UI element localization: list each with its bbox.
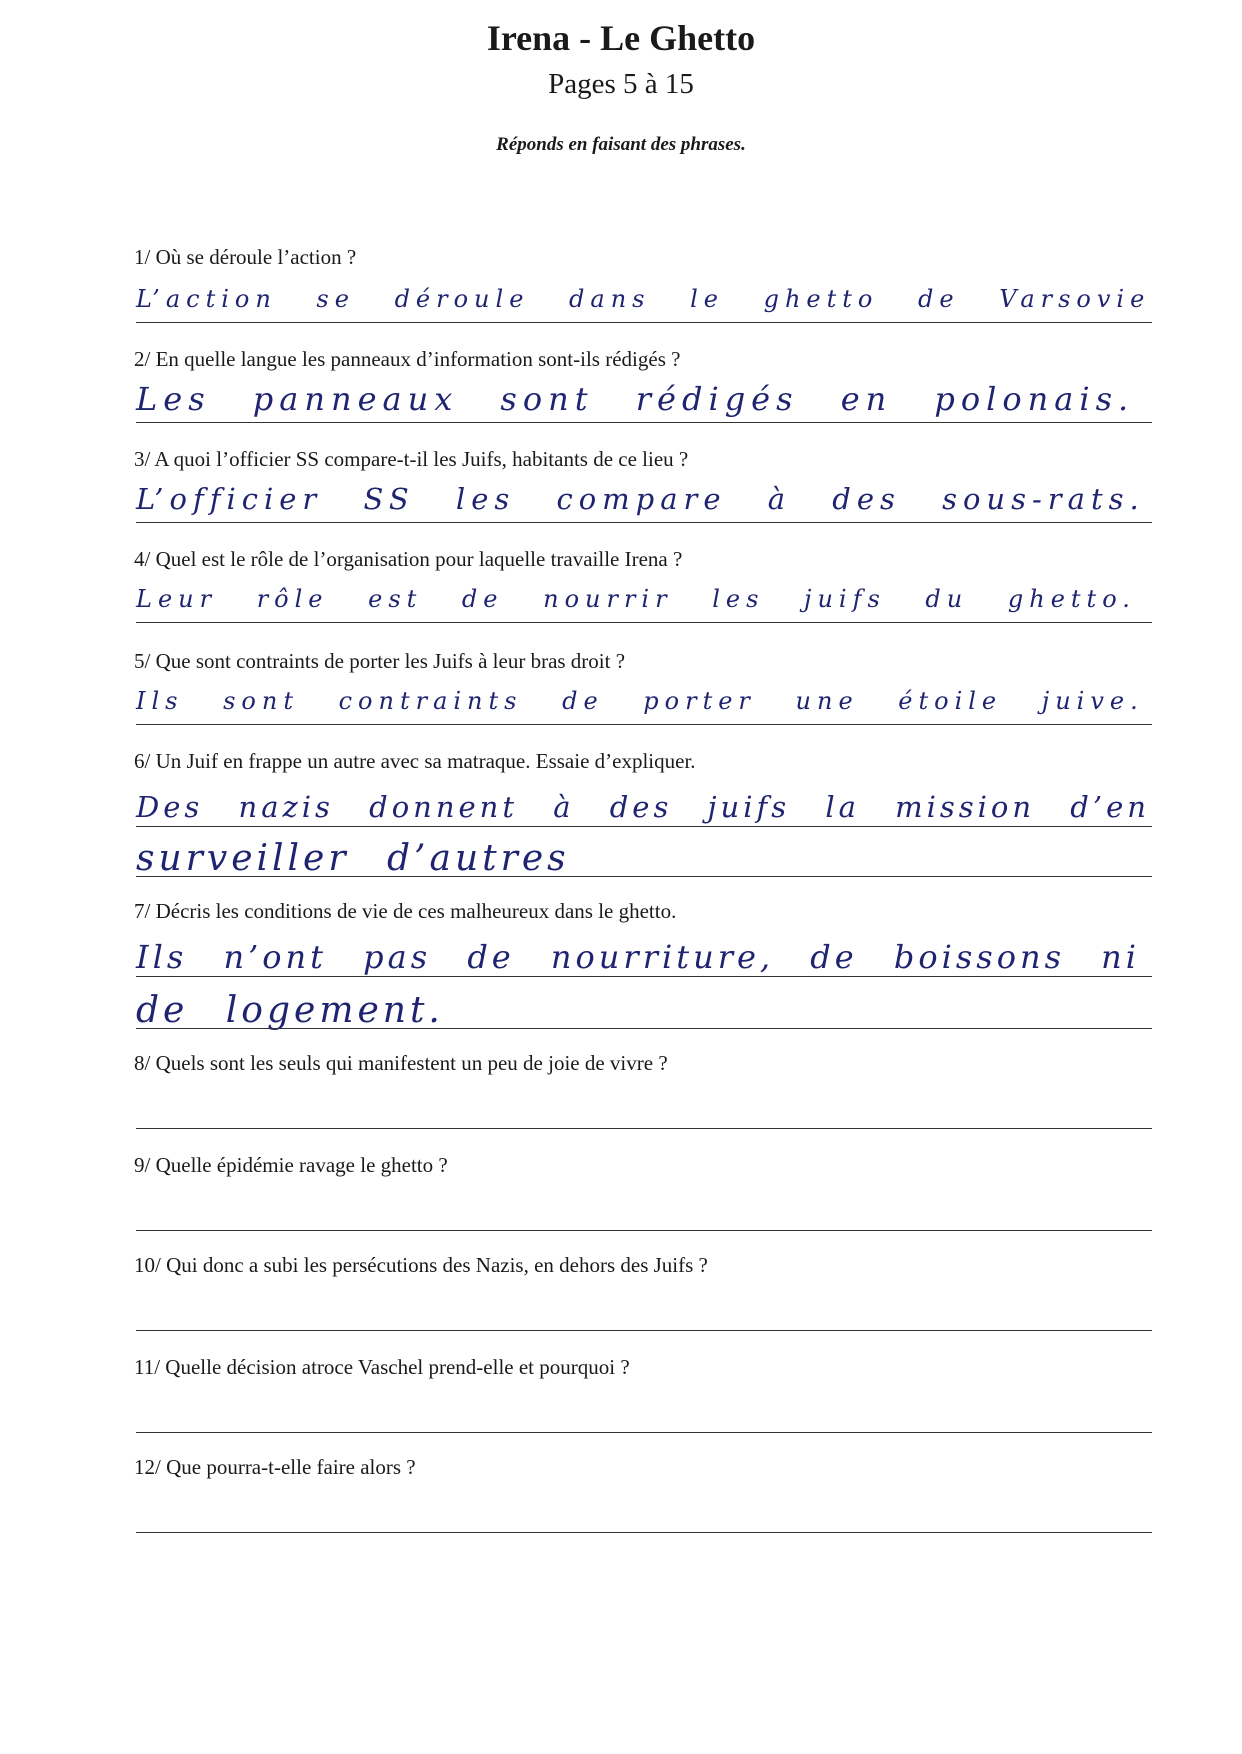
question-4: 4/ Quel est le rôle de l’organisation pour laquelle travaille Irena ? bbox=[134, 547, 683, 571]
answer-1-line-1: L’action se déroule dans le ghetto de Varsovie bbox=[136, 285, 1151, 313]
answer-line-11 bbox=[136, 1432, 1152, 1433]
answer-line-6a bbox=[136, 826, 1152, 827]
answer-5-line-1: Ils sont contraints de porter une étoile juive. bbox=[136, 687, 1144, 715]
answer-line-6b bbox=[136, 876, 1152, 877]
answer-line-4 bbox=[136, 622, 1152, 623]
answer-2-line-1: Les panneaux sont rédigés en polonais. bbox=[136, 380, 1135, 418]
question-12: 12/ Que pourra-t-elle faire alors ? bbox=[134, 1455, 416, 1479]
question-6: 6/ Un Juif en frappe un autre avec sa matraque. Essaie d’expliquer. bbox=[134, 749, 696, 773]
instruction: Réponds en faisant des phrases. bbox=[496, 134, 746, 155]
question-7: 7/ Décris les conditions de vie de ces malheureux dans le ghetto. bbox=[134, 899, 677, 923]
answer-6-line-2: surveiller d’autres bbox=[136, 838, 570, 879]
answer-7-line-2: de logement. bbox=[136, 990, 444, 1031]
answer-line-12 bbox=[136, 1532, 1152, 1533]
question-8: 8/ Quels sont les seuls qui manifestent un peu de joie de vivre ? bbox=[134, 1051, 668, 1075]
question-5: 5/ Que sont contraints de porter les Juifs à leur bras droit ? bbox=[134, 649, 626, 673]
answer-4-line-1: Leur rôle est de nourrir les juifs du ghetto. bbox=[136, 585, 1136, 613]
answer-3-line-1: L’officier SS les compare à des sous-rats. bbox=[136, 482, 1145, 516]
answer-line-9 bbox=[136, 1230, 1152, 1231]
question-2: 2/ En quelle langue les panneaux d’information sont-ils rédigés ? bbox=[134, 347, 681, 371]
question-9: 9/ Quelle épidémie ravage le ghetto ? bbox=[134, 1153, 448, 1177]
answer-line-7a bbox=[136, 976, 1152, 977]
answer-line-5 bbox=[136, 724, 1152, 725]
answer-line-8 bbox=[136, 1128, 1152, 1129]
question-10: 10/ Qui donc a subi les persécutions des Nazis, en dehors des Juifs ? bbox=[134, 1253, 708, 1277]
answer-line-2 bbox=[136, 422, 1152, 423]
answer-line-7b bbox=[136, 1028, 1152, 1029]
answer-6-line-1: Des nazis donnent à des juifs la mission d’en bbox=[136, 790, 1150, 824]
answer-line-1 bbox=[136, 322, 1152, 323]
answer-line-10 bbox=[136, 1330, 1152, 1331]
answer-7-line-1: Ils n’ont pas de nourriture, de boissons ni bbox=[136, 938, 1140, 976]
page-title: Irena - Le Ghetto bbox=[486, 18, 756, 58]
page-subtitle: Pages 5 à 15 bbox=[548, 68, 694, 100]
question-11: 11/ Quelle décision atroce Vaschel prend-elle et pourquoi ? bbox=[134, 1355, 630, 1379]
question-3: 3/ A quoi l’officier SS compare-t-il les Juifs, habitants de ce lieu ? bbox=[134, 447, 689, 471]
question-1: 1/ Où se déroule l’action ? bbox=[134, 245, 357, 269]
answer-line-3 bbox=[136, 522, 1152, 523]
